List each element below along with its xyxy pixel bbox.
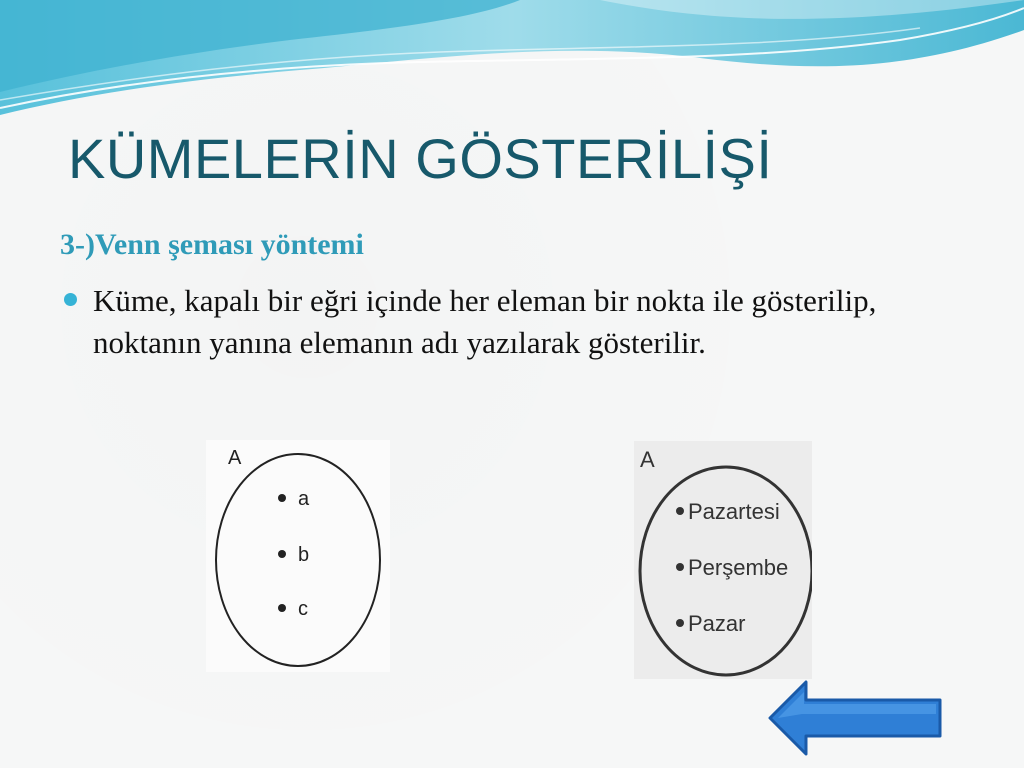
element-dot [676,563,684,571]
element-dot [278,550,286,558]
back-button[interactable] [766,680,944,756]
bullet-dot-icon [64,293,77,306]
set-label: A [228,447,242,469]
venn-diagram-days-drawing [634,441,812,679]
venn-diagram-days [634,441,812,679]
header-wave-decoration [0,0,1024,130]
element-label: b [298,544,310,566]
slide-title: KÜMELERİN GÖSTERİLİŞİ [68,127,773,190]
element-label: Perşembe [688,555,789,580]
element-dot [278,604,286,612]
element-dot [278,494,286,502]
left-arrow-icon[interactable] [770,682,940,754]
bullet-text: Küme, kapalı bir eğri içinde her eleman bir nokta ile gösterilip, noktanın yanına elemanın adı yazılarak gösterilir. [93,283,877,360]
slide-subtitle: 3-)Venn şeması yöntemi [60,228,364,261]
element-dot [676,507,684,515]
element-label: Pazar [688,611,746,636]
bullet-point [64,280,964,364]
element-label: a [298,488,310,510]
element-label: c [298,598,308,620]
set-label: A [640,447,655,472]
element-label: Pazartesi [688,499,780,524]
element-dot [676,619,684,627]
venn-diagram-letters-drawing [206,440,390,672]
venn-diagram-letters [206,440,390,672]
